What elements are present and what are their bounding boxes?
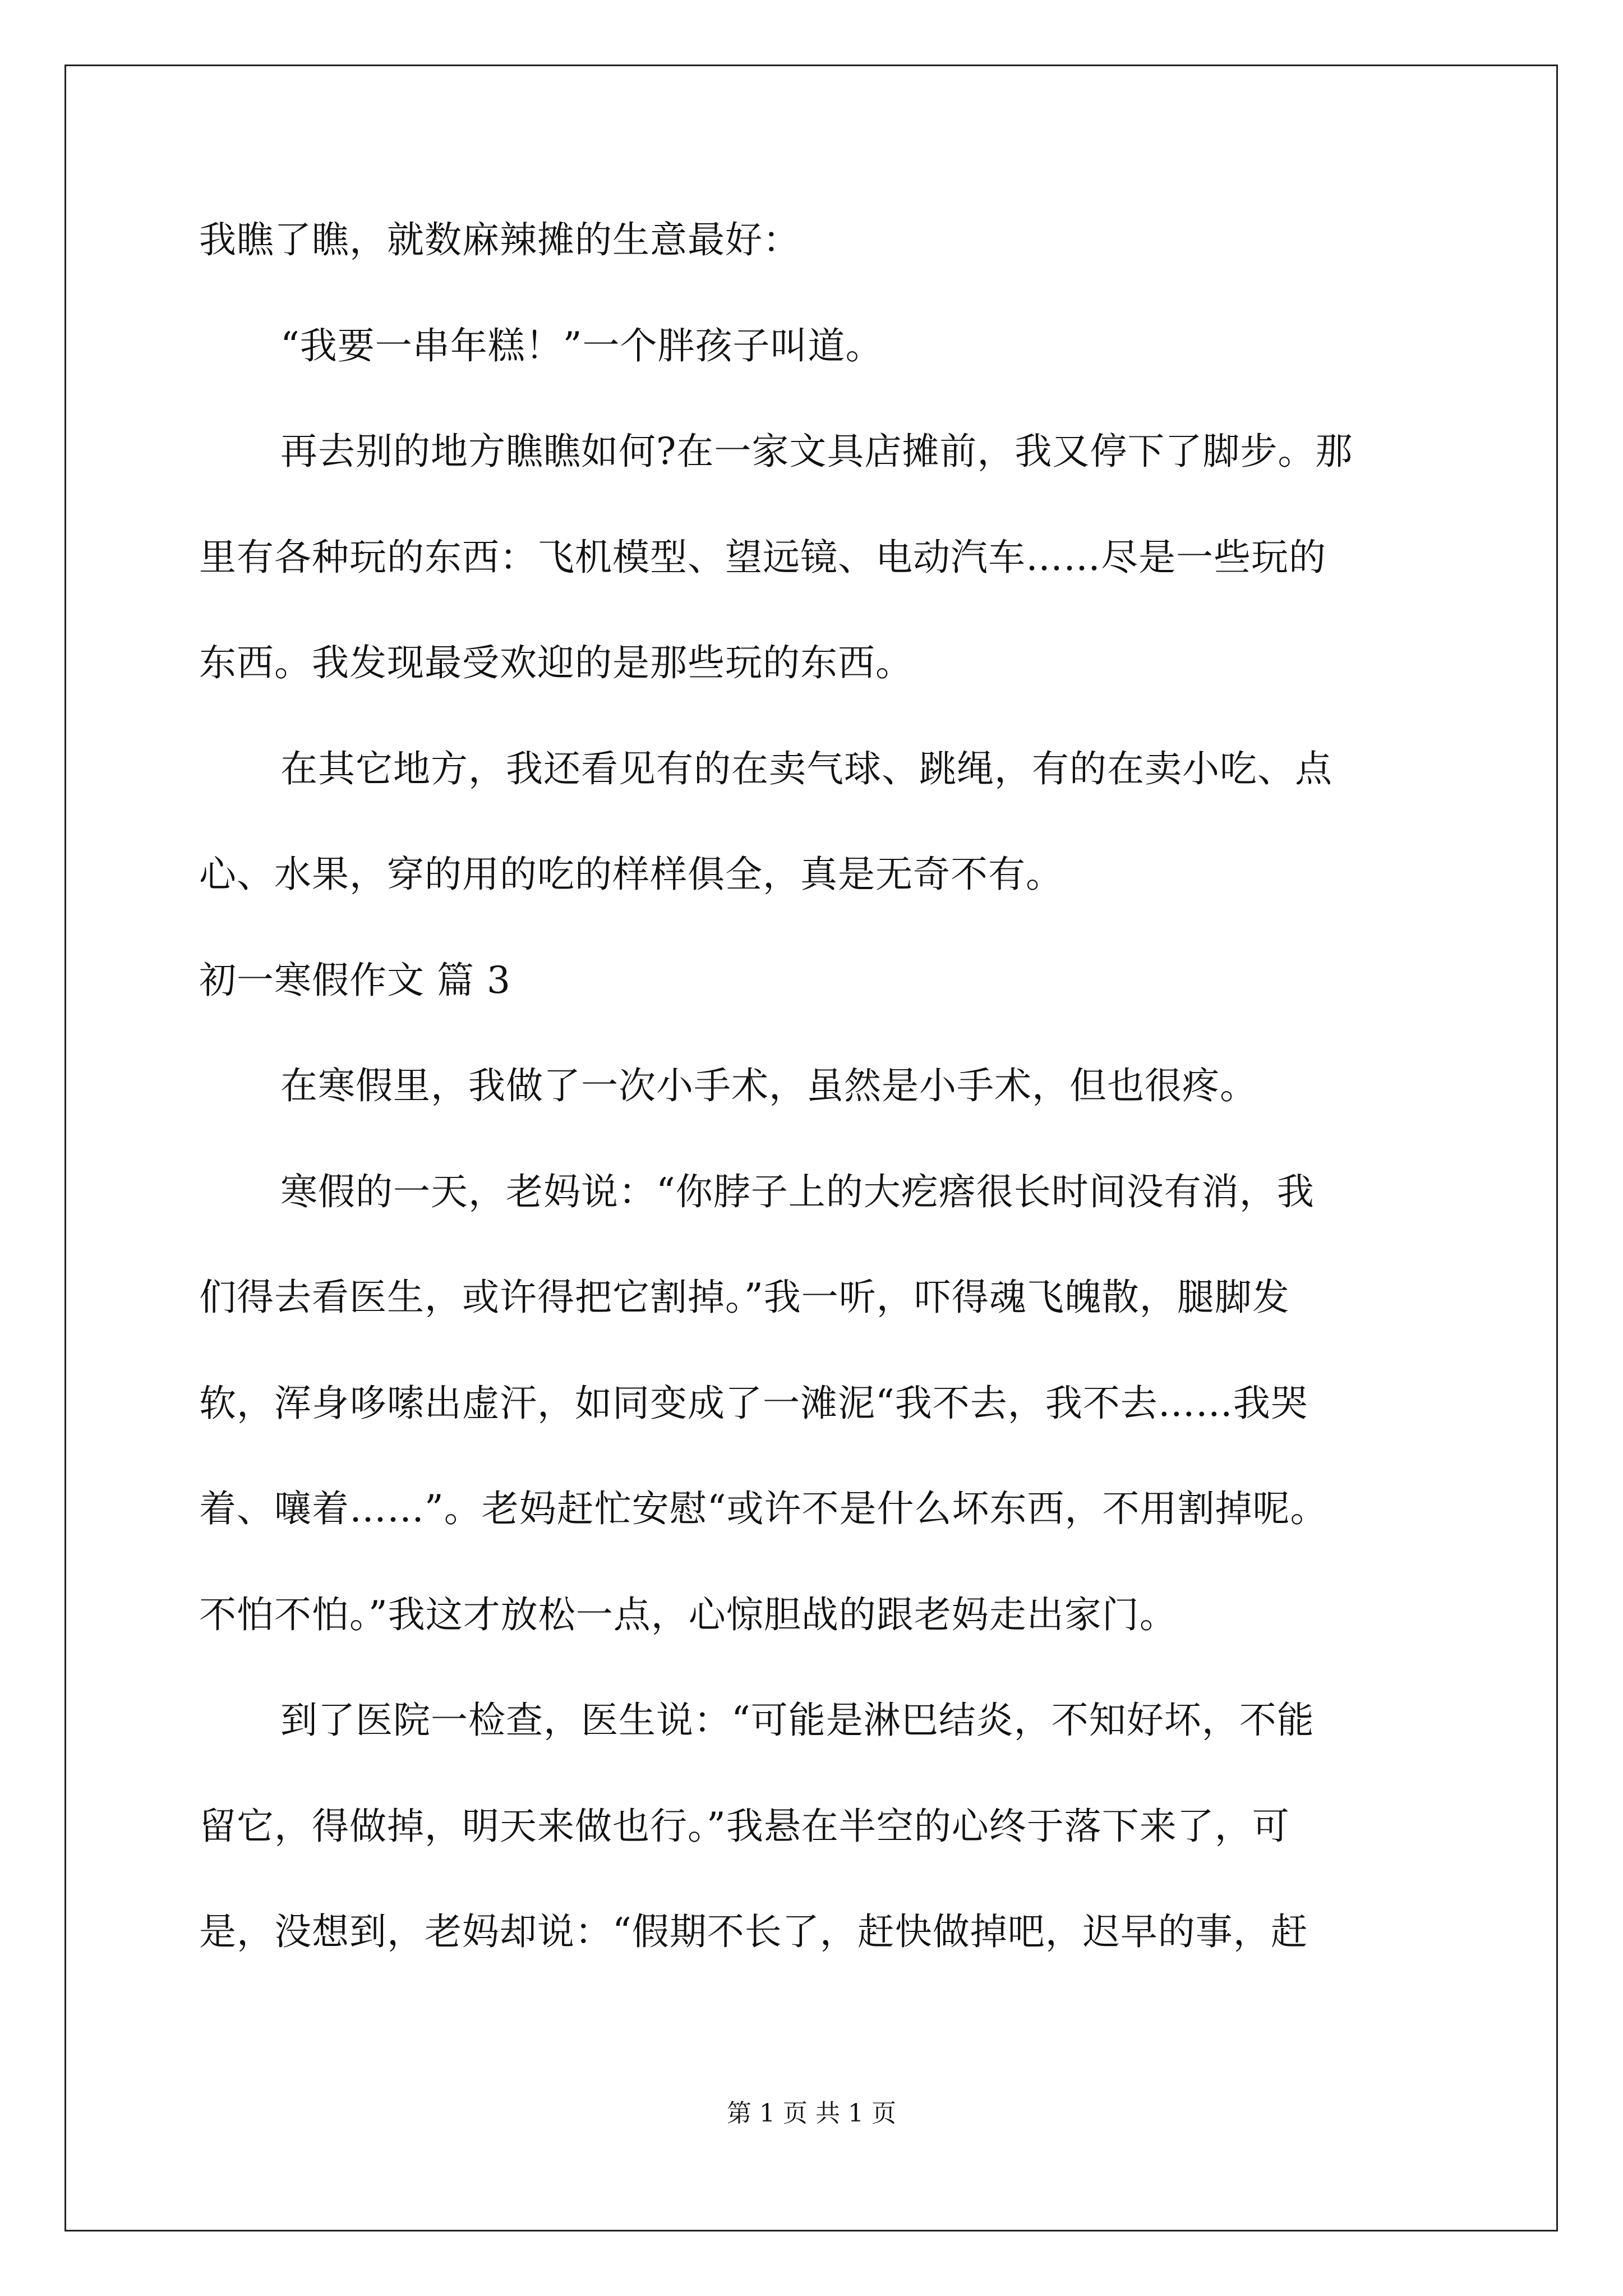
document-body — [199, 213, 1495, 2011]
text-line-7: 心、水果，穿的用的吃的样样俱全，真是无奇不有。 — [199, 853, 1063, 896]
text-line-4: 里有各种玩的东西：飞机模型、望远镜、电动汽车……尽是一些玩的 — [199, 535, 1326, 579]
text-line-3: 再去别的地方瞧瞧如何?在一家文具店摊前，我又停下了脚步。那 — [280, 430, 1353, 473]
text-line-1: 我瞧了瞧，就数麻辣摊的生意最好： — [199, 218, 800, 261]
text-line-10: 寒假的一天，老妈说：“你脖子上的大疙瘩很长时间没有消，我 — [280, 1170, 1315, 1213]
text-line-14: 不怕不怕。”我这才放松一点，心惊胆战的跟老妈走出家门。 — [199, 1593, 1177, 1636]
section-heading: 初一寒假作文 篇 3 — [199, 958, 511, 1002]
text-line-11: 们得去看医生，或许得把它割掉。”我一听，吓得魂飞魄散，腿脚发 — [199, 1276, 1290, 1319]
text-line-13: 着、嚷着……”。老妈赶忙安慰“或许不是什么坏东西，不用割掉呢。 — [199, 1487, 1328, 1530]
page-footer: 第 1 页 共 1 页 — [727, 2099, 896, 2128]
text-line-2: “我要一串年糕！”一个胖孩子叫道。 — [280, 324, 883, 367]
text-line-12: 软，浑身哆嗦出虚汗，如同变成了一滩泥“我不去，我不去……我哭 — [199, 1381, 1308, 1425]
text-line-9: 在寒假里，我做了一次小手术，虽然是小手术，但也很疼。 — [280, 1064, 1257, 1107]
text-line-16: 留它，得做掉，明天来做也行。”我悬在半空的心终于落下来了，可 — [199, 1804, 1290, 1848]
text-line-15: 到了医院一检查，医生说：“可能是淋巴结炎，不知好坏，不能 — [280, 1699, 1315, 1742]
text-line-5: 东西。我发现最受欢迎的是那些玩的东西。 — [199, 641, 913, 684]
text-line-17: 是，没想到，老妈却说：“假期不长了，赶快做掉吧，迟早的事，赶 — [199, 1910, 1308, 1953]
text-line-6: 在其它地方，我还看见有的在卖气球、跳绳，有的在卖小吃、点 — [280, 747, 1332, 790]
